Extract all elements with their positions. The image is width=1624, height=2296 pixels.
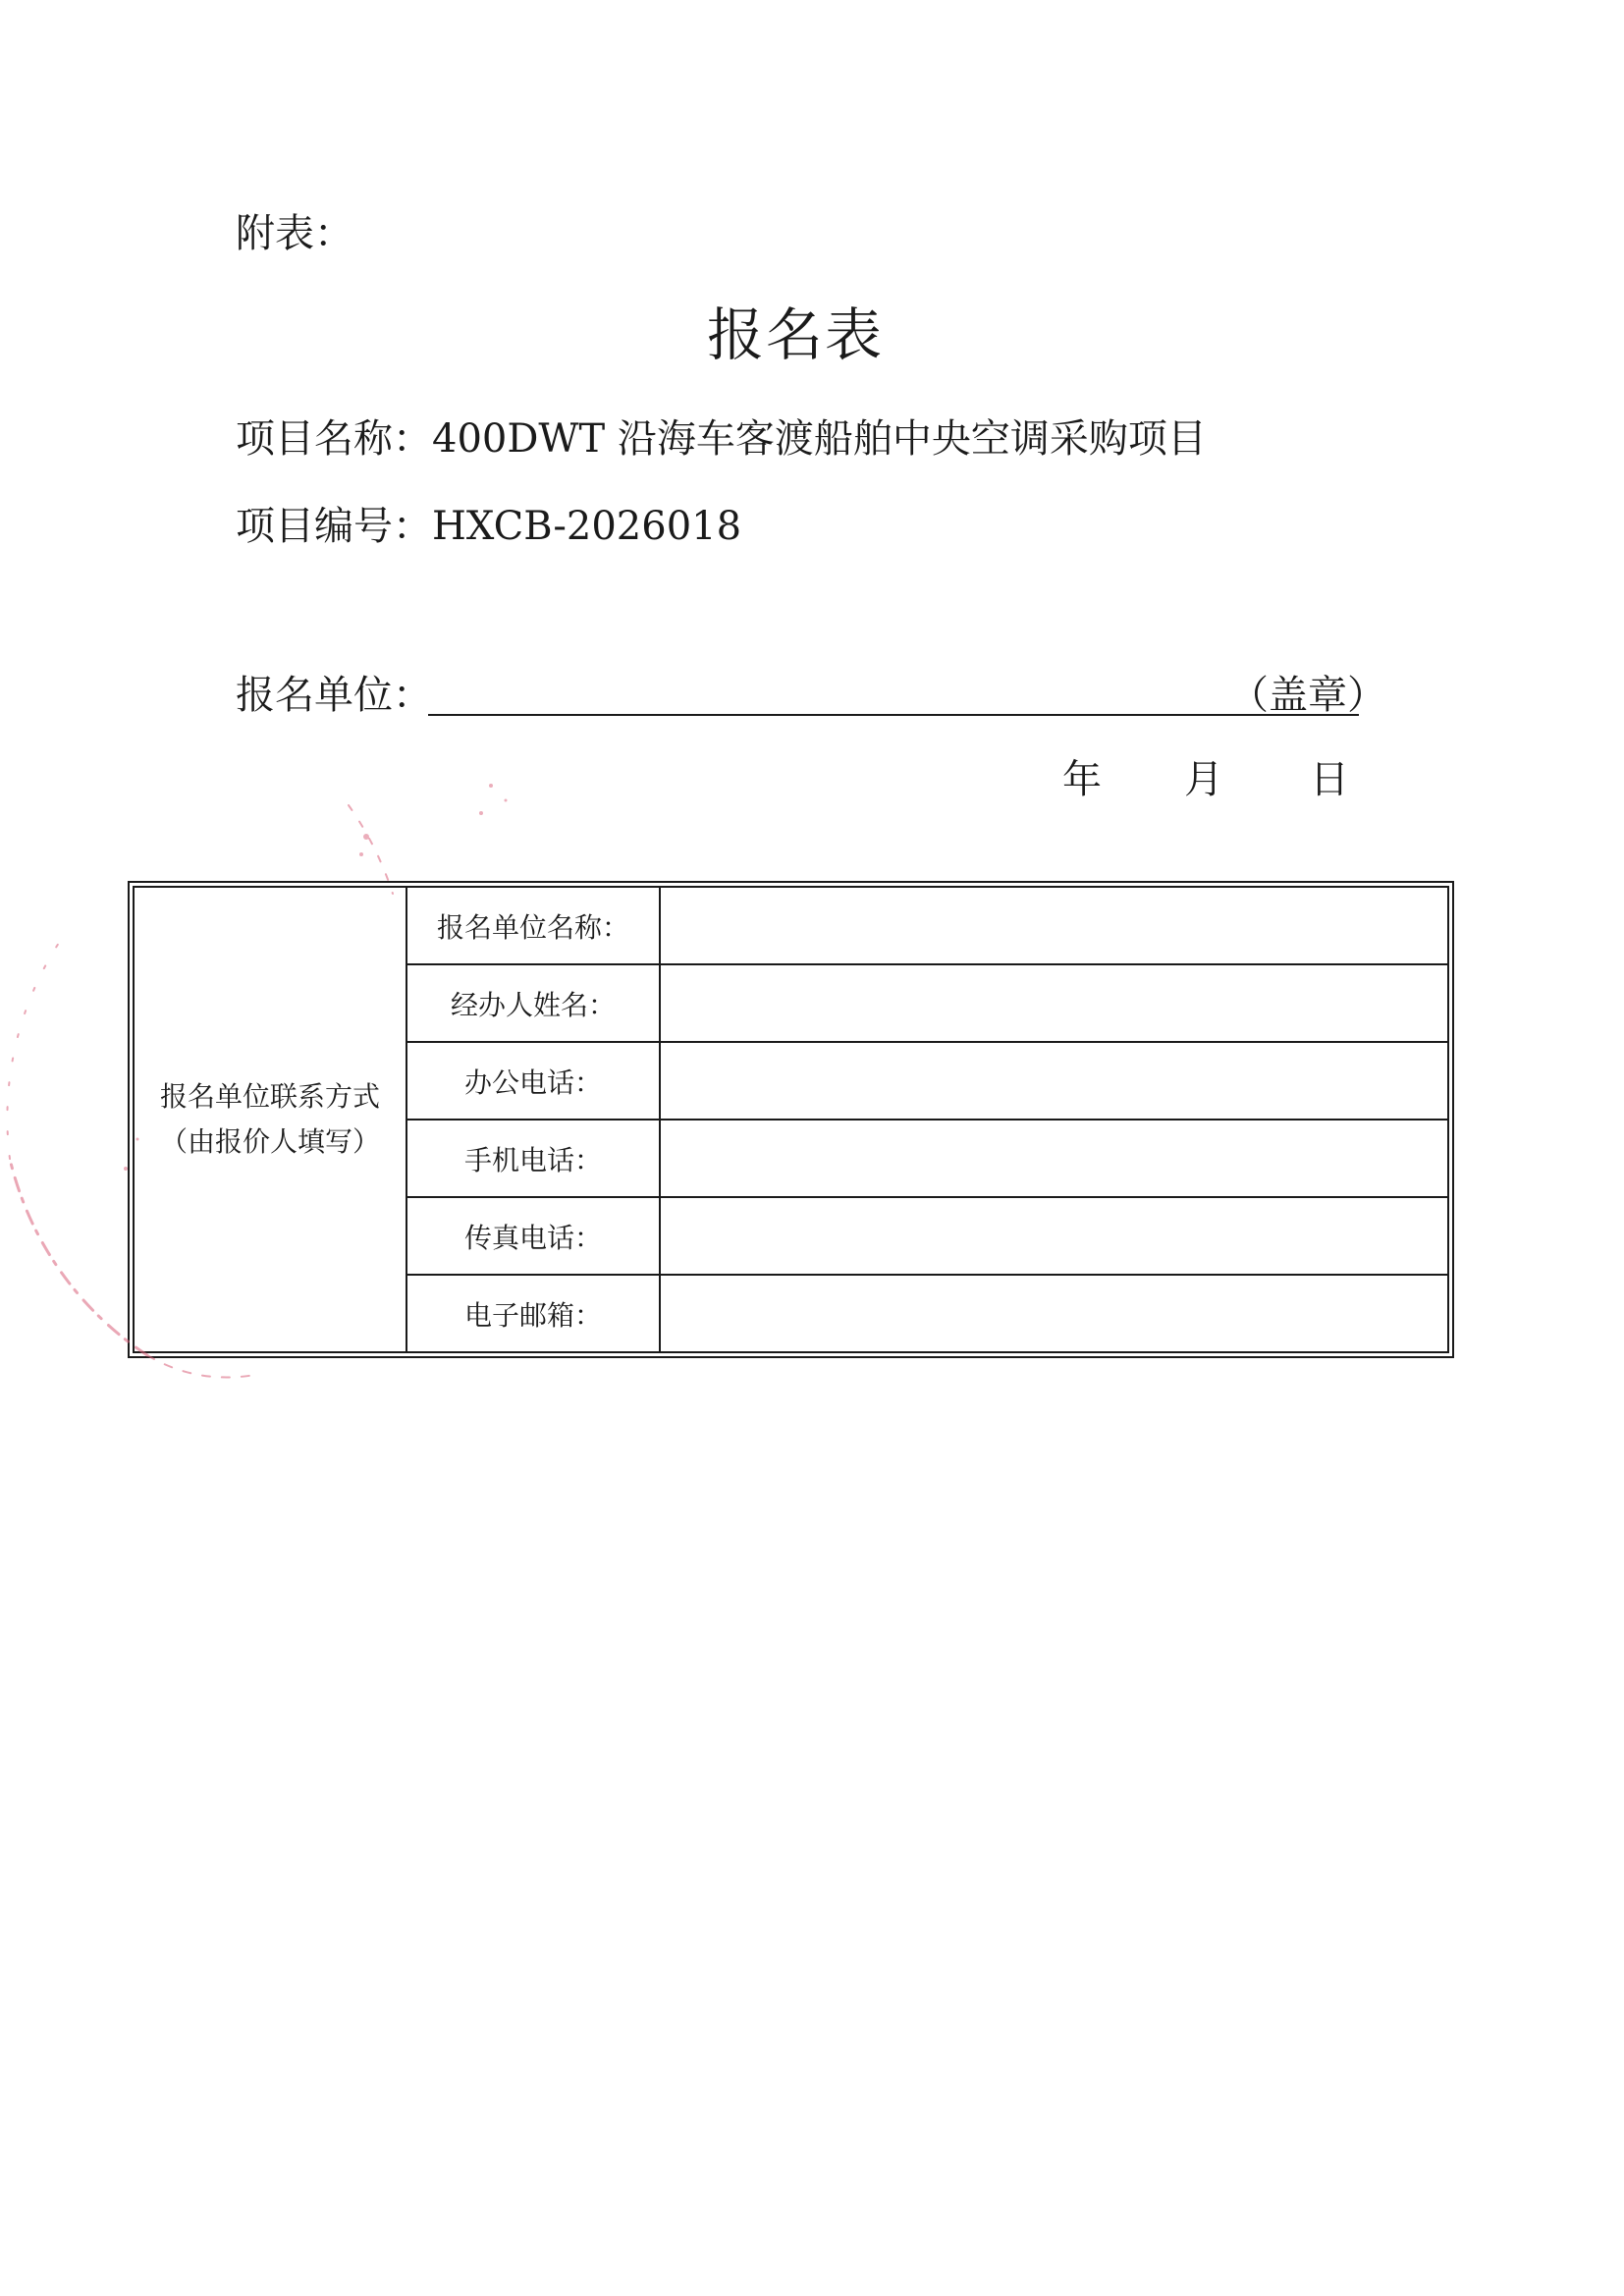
applicant-label: 报名单位： [236, 673, 432, 718]
row-label-mobile-phone: 手机电话： [406, 1120, 660, 1197]
page-title: 报名表 [706, 301, 884, 368]
contact-group-label-line1: 报名单位联系方式 [159, 1080, 380, 1113]
row-label-contact-person: 经办人姓名： [406, 964, 660, 1042]
project-number-line: 项目编号：HXCB-2026018 [236, 504, 742, 549]
date-year-label: 年 [1062, 757, 1102, 802]
date-month-label: 月 [1184, 757, 1223, 802]
row-label-fax: 传真电话： [406, 1197, 660, 1275]
contact-person-field[interactable] [660, 964, 1448, 1042]
mobile-phone-field[interactable] [660, 1120, 1448, 1197]
fax-field[interactable] [660, 1197, 1448, 1275]
seal-note: （盖章） [1229, 673, 1386, 718]
table-row [134, 887, 1448, 964]
attachment-label: 附表： [236, 211, 353, 256]
date-day-label: 日 [1310, 757, 1349, 802]
row-label-office-phone: 办公电话： [406, 1042, 660, 1120]
email-field[interactable] [660, 1275, 1448, 1352]
company-name-field[interactable] [660, 887, 1448, 964]
contact-group-label-line2: （由报价人填写） [159, 1125, 380, 1158]
applicant-signature-line[interactable] [428, 714, 1359, 716]
row-label-company-name: 报名单位名称： [406, 887, 660, 964]
office-phone-field[interactable] [660, 1042, 1448, 1120]
contact-group-label [134, 887, 406, 1352]
contact-info-table [133, 886, 1449, 1353]
row-label-email: 电子邮箱： [406, 1275, 660, 1352]
project-name-line: 项目名称：400DWT 沿海车客渡船舶中央空调采购项目 [236, 416, 1207, 462]
